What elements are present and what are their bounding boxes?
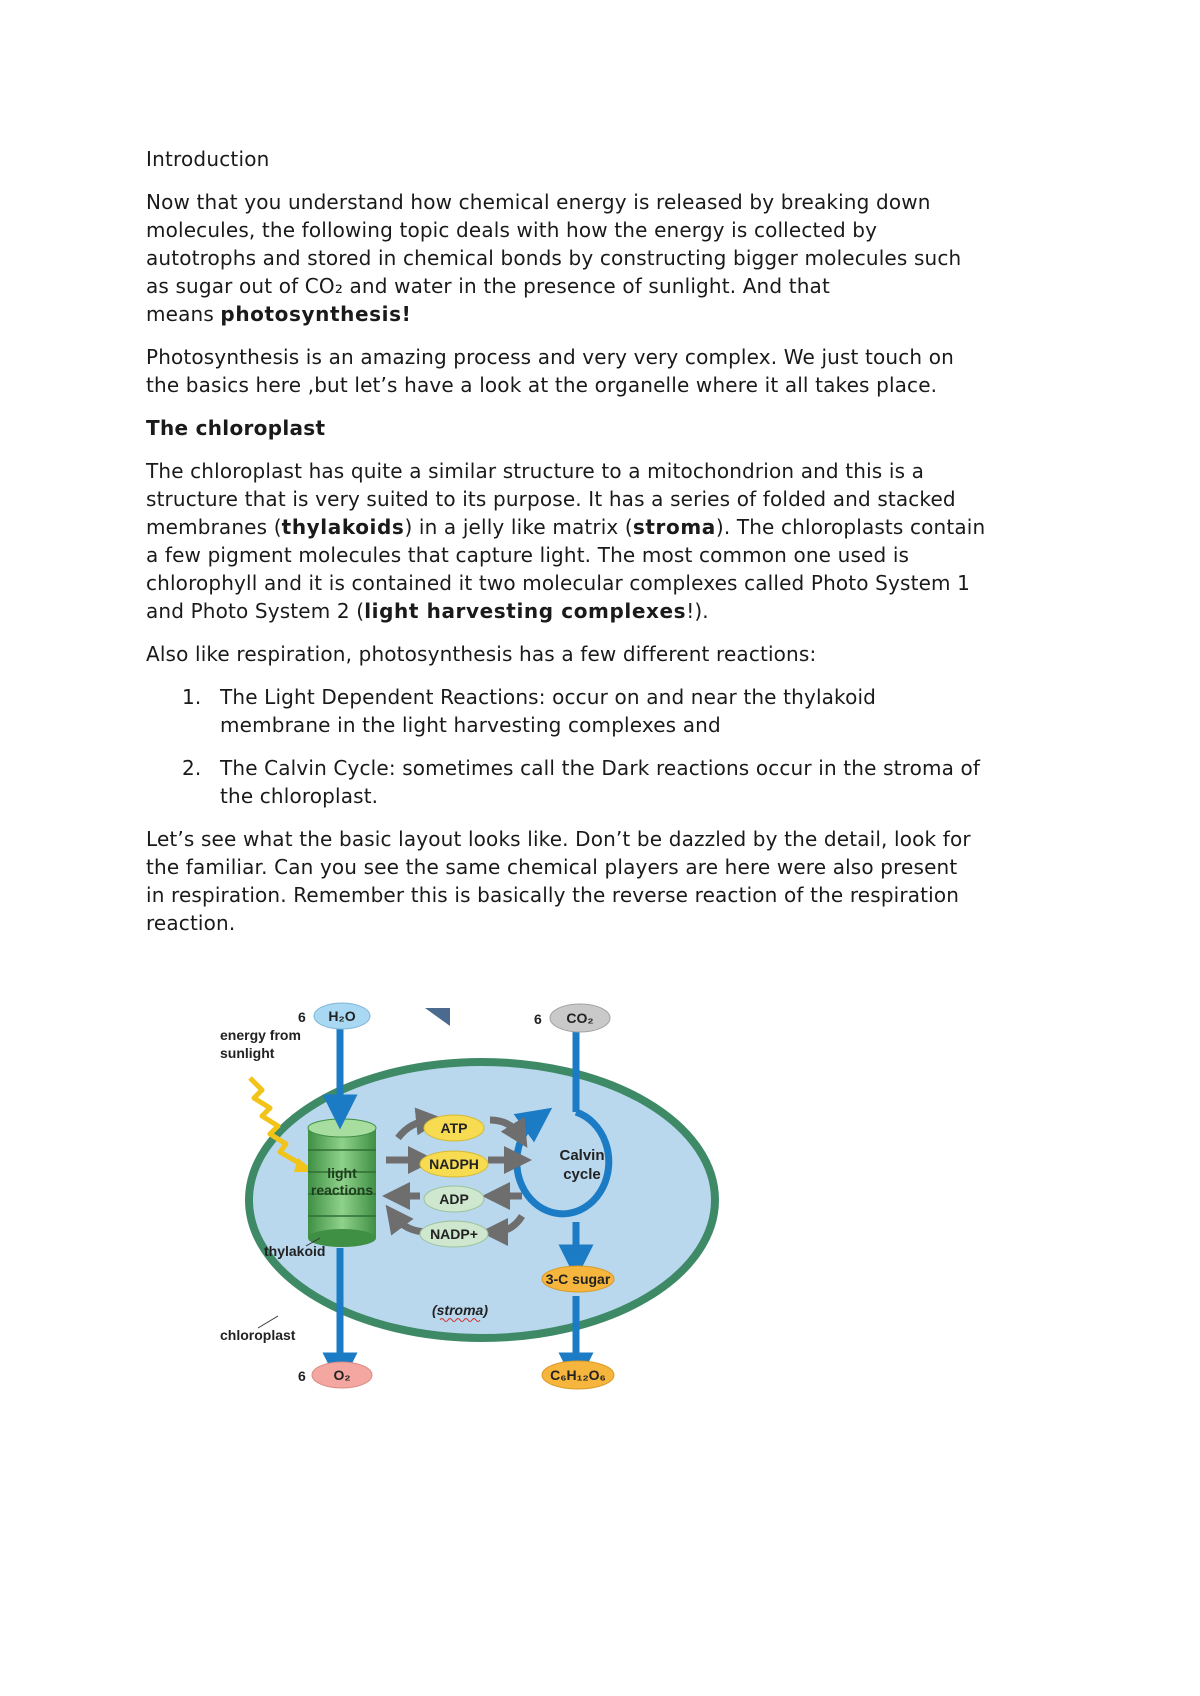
- text-line: structure that is very suited to its purpose. It has a series of folded and stacked: [146, 487, 956, 511]
- light-reactions-line1: light: [327, 1165, 357, 1181]
- text-line: Now that you understand how chemical energy is released by breaking down: [146, 190, 931, 214]
- intro-paragraph-1: [146, 188, 1076, 328]
- light-reactions-line2: reactions: [310, 1182, 374, 1198]
- text-fragment: membranes (: [146, 515, 282, 539]
- text-line: molecules, the following topic deals with how the energy is collected by: [146, 218, 878, 242]
- text-line: The chloroplast has quite a similar structure to a mitochondrion and this is a: [146, 459, 925, 483]
- text-line: autotrophs and stored in chemical bonds by constructing bigger molecules such: [146, 246, 962, 270]
- sugar-label: 3-C sugar: [545, 1271, 611, 1287]
- list-number: 1.: [182, 685, 202, 709]
- document-page: [146, 145, 1076, 952]
- text-line: Photosynthesis is an amazing process and very very complex. We just touch on: [146, 345, 954, 369]
- keyword-thylakoids: thylakoids: [281, 515, 405, 539]
- h2o-label: H₂O: [328, 1008, 356, 1024]
- text-line: reaction.: [146, 911, 236, 935]
- glucose-label: C₆H₁₂O₆: [550, 1367, 606, 1383]
- o2-count: 6: [298, 1368, 306, 1384]
- text-fragment: and Photo System 2 (: [146, 599, 365, 623]
- layout-paragraph: [146, 825, 1076, 937]
- energy-label-line1: energy from: [220, 1027, 301, 1043]
- list-item: [146, 683, 1076, 739]
- list-number: 2.: [182, 756, 202, 780]
- image-fragment: [425, 1008, 450, 1026]
- chloroplast-paragraph: [146, 457, 1076, 625]
- reactions-list: [146, 683, 1076, 810]
- adp-label: ADP: [439, 1191, 469, 1207]
- text-fragment: !).: [686, 599, 709, 623]
- thylakoid-label: thylakoid: [264, 1243, 326, 1259]
- intro-heading: Introduction: [146, 147, 270, 171]
- text-line: Let’s see what the basic layout looks like. Don’t be dazzled by the detail, look for: [146, 827, 971, 851]
- text-line: membrane in the light harvesting complexes and: [220, 713, 721, 737]
- text-line: chlorophyll and it is contained it two molecular complexes called Photo System 1: [146, 571, 971, 595]
- stroma-label: (stroma): [431, 1302, 489, 1318]
- calvin-label-line1: Calvin: [559, 1147, 605, 1164]
- text-line: the chloroplast.: [220, 784, 379, 808]
- atp-label: ATP: [440, 1120, 468, 1136]
- text-line: as sugar out of CO₂ and water in the presence of sunlight. And that: [146, 274, 830, 298]
- h2o-count: 6: [298, 1009, 306, 1025]
- text-line: the basics here ,but let’s have a look at the organelle where it all takes place.: [146, 373, 938, 397]
- text-line: The Calvin Cycle: sometimes call the Dark reactions occur in the stroma of: [220, 756, 981, 780]
- reactions-intro: Also like respiration, photosynthesis has a few different reactions:: [146, 642, 817, 666]
- text-fragment: ). The chloroplasts contain: [715, 515, 986, 539]
- text-fragment: ) in a jelly like matrix (: [404, 515, 633, 539]
- text-line: a few pigment molecules that capture light. The most common one used is: [146, 543, 910, 567]
- keyword-photosynthesis: photosynthesis!: [220, 302, 412, 326]
- text-line: The Light Dependent Reactions: occur on and near the thylakoid: [220, 685, 877, 709]
- keyword-stroma: stroma: [632, 515, 716, 539]
- nadp-label: NADP+: [430, 1226, 478, 1242]
- photosynthesis-diagram: [220, 1000, 780, 1450]
- list-item: [146, 754, 1076, 810]
- text-fragment: means: [146, 302, 221, 326]
- co2-count: 6: [534, 1011, 542, 1027]
- energy-label-line2: sunlight: [220, 1045, 275, 1061]
- chloroplast-heading: The chloroplast: [146, 416, 326, 440]
- nadph-label: NADPH: [429, 1156, 479, 1172]
- intro-paragraph-2: [146, 343, 1076, 399]
- co2-label: CO₂: [566, 1010, 594, 1026]
- chloroplast-label: chloroplast: [220, 1327, 296, 1343]
- text-line: the familiar. Can you see the same chemical players are here were also present: [146, 855, 958, 879]
- keyword-light-harvesting: light harvesting complexes: [364, 599, 687, 623]
- o2-label: O₂: [333, 1367, 351, 1383]
- calvin-label-line2: cycle: [563, 1166, 601, 1183]
- text-line: in respiration. Remember this is basically the reverse reaction of the respiration: [146, 883, 960, 907]
